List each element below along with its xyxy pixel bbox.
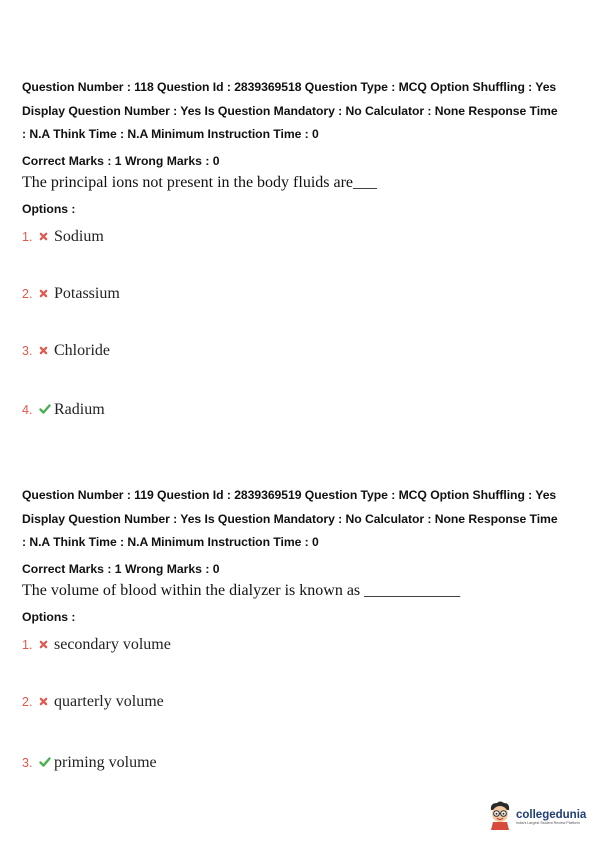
option-text: Potassium: [54, 285, 120, 302]
option-number: 1.: [22, 638, 33, 652]
question-118-header: [22, 76, 578, 147]
question-stem: The volume of blood within the dialyzer is known as ____________: [22, 582, 461, 599]
option-text: Radium: [54, 401, 105, 418]
option-number: 2.: [22, 695, 33, 709]
option-number: 4.: [22, 403, 33, 417]
cross-icon: [39, 346, 53, 355]
logo-name: collegedunia: [516, 808, 587, 821]
option-text: quarterly volume: [54, 693, 164, 710]
question-meta-line: Display Question Number : Yes Is Question Mandatory : No Calculator : None Response Time: [22, 511, 558, 526]
mascot-icon: [488, 800, 512, 834]
question-meta-line: Display Question Number : Yes Is Question Mandatory : No Calculator : None Response Time: [22, 103, 558, 118]
cross-icon: [39, 289, 53, 298]
option-text: secondary volume: [54, 636, 171, 653]
option-number: 3.: [22, 344, 33, 358]
options-label: Options :: [22, 202, 76, 216]
option-text: priming volume: [54, 754, 157, 771]
options-label: Options :: [22, 610, 76, 624]
cross-icon: [39, 232, 53, 241]
question-meta-line: : N.A Think Time : N.A Minimum Instruction Time : 0: [22, 535, 319, 549]
question-meta-line: Question Number : 119 Question Id : 2839369519 Question Type : MCQ Option Shuffling : Yes: [22, 488, 557, 502]
option-item: [22, 228, 104, 246]
option-text: Sodium: [54, 228, 104, 245]
question-118-marks-wrap: [22, 153, 578, 169]
question-119-marks-wrap: [22, 561, 578, 577]
logo-text: [516, 809, 586, 826]
option-item: [22, 754, 157, 772]
question-118-options-label-wrap: [22, 201, 578, 217]
collegedunia-logo: [488, 800, 586, 834]
question-119-header: [22, 484, 578, 555]
option-number: 3.: [22, 756, 33, 770]
option-item: [22, 342, 110, 360]
logo-tagline: India's Largest Student Review Platform: [516, 820, 580, 825]
option-number: 1.: [22, 230, 33, 244]
question-meta-line: Question Number : 118 Question Id : 2839369518 Question Type : MCQ Option Shuffling : Yes: [22, 80, 557, 94]
question-marks: Correct Marks : 1 Wrong Marks : 0: [22, 562, 220, 576]
check-icon: [39, 404, 53, 414]
question-marks: Correct Marks : 1 Wrong Marks : 0: [22, 154, 220, 168]
option-item: [22, 693, 164, 711]
question-119-stem-wrap: [22, 581, 578, 601]
option-number: 2.: [22, 287, 33, 301]
option-item: [22, 285, 120, 303]
check-icon: [39, 757, 53, 767]
option-item: [22, 401, 105, 419]
question-meta-line: : N.A Think Time : N.A Minimum Instruction Time : 0: [22, 127, 319, 141]
option-item: [22, 636, 171, 654]
question-119-options-label-wrap: [22, 609, 578, 625]
option-text: Chloride: [54, 342, 110, 359]
cross-icon: [39, 697, 53, 706]
question-118-stem-wrap: [22, 173, 578, 193]
question-stem: The principal ions not present in the body fluids are___: [22, 174, 378, 191]
cross-icon: [39, 640, 53, 649]
